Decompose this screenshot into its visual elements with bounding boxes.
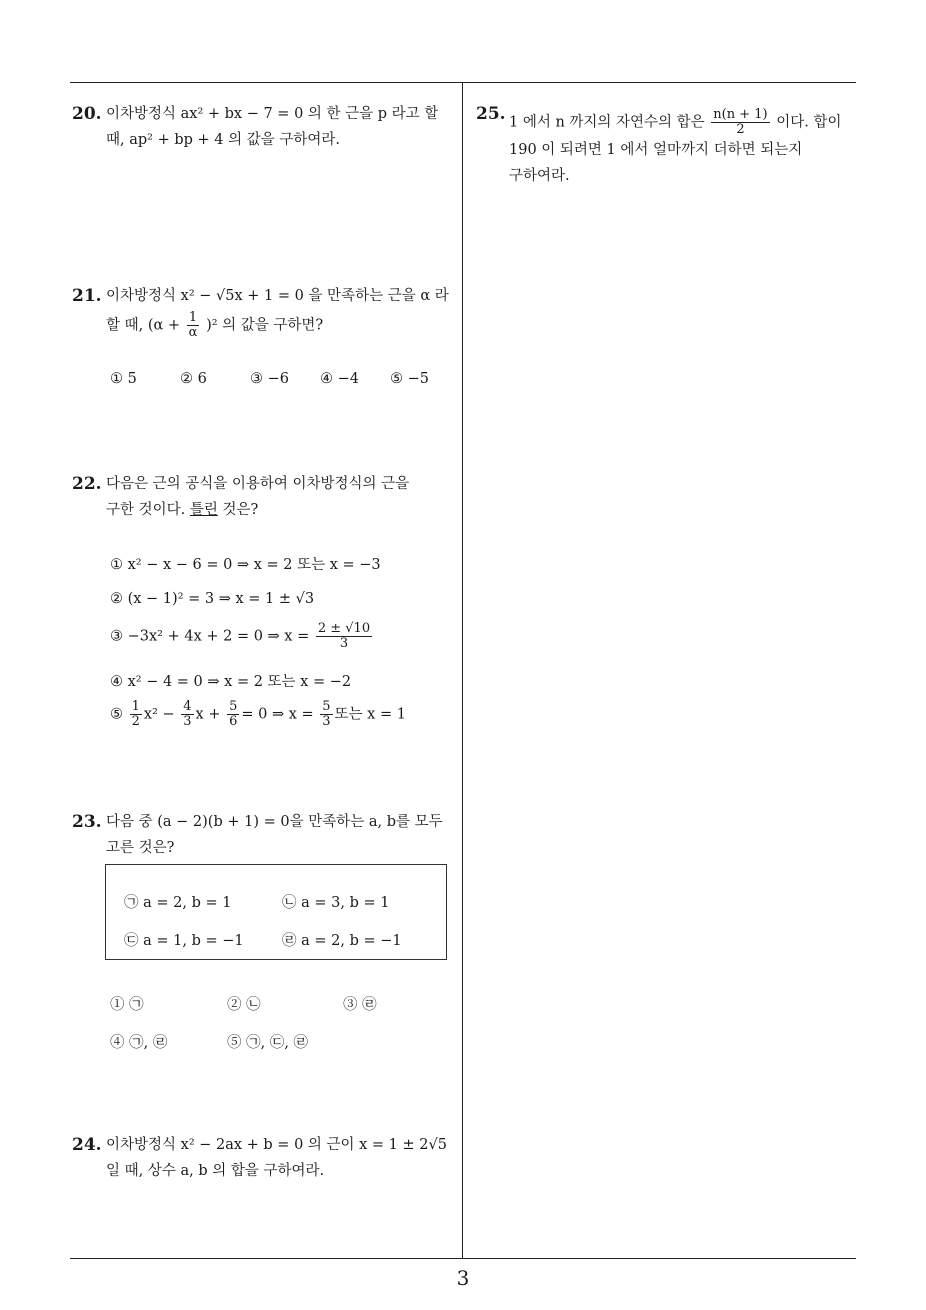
q25-text — [509, 108, 859, 189]
q22-option-2[interactable]: ② (x − 1)² = 3 ⇒ x = 1 ± √3 — [110, 591, 315, 607]
q23-number: 23. — [72, 812, 102, 832]
q21-text — [106, 283, 456, 340]
q25-frac-den: 2 — [736, 122, 745, 137]
q21-choice-4[interactable]: ④ −4 — [320, 371, 359, 387]
q22-line2-post: 것은? — [217, 502, 259, 518]
q23-choice-5[interactable]: ⑤ ㉠, ㉢, ㉣ — [227, 1035, 309, 1051]
q22-opt3-fraction — [316, 622, 372, 651]
q21-frac-num: 1 — [187, 311, 200, 326]
q22-line2 — [106, 497, 451, 523]
q23-box-item-3: ㉢ a = 1, b = −1 — [124, 933, 244, 949]
q22-opt5-d: = 0 ⇒ x = — [241, 706, 314, 723]
q24-number: 24. — [72, 1135, 102, 1155]
q25-fraction — [711, 108, 769, 137]
q22-text — [106, 471, 451, 523]
q24-text — [106, 1132, 456, 1184]
q23-choice-3[interactable]: ③ ㉣ — [343, 997, 377, 1013]
q22-option-4[interactable]: ④ x² − 4 = 0 ⇒ x = 2 또는 x = −2 — [110, 674, 352, 690]
q23-condition-box — [105, 864, 447, 960]
bottom-rule — [70, 1258, 856, 1259]
q22-opt5-e: 또는 x = 1 — [334, 706, 406, 723]
q23-box-item-4: ㉣ a = 2, b = −1 — [282, 933, 402, 949]
q22-opt5-f4d: 3 — [322, 714, 331, 729]
q22-opt5-f3n: 5 — [229, 699, 238, 714]
q21-choice-5[interactable]: ⑤ −5 — [390, 371, 429, 387]
q22-opt5-f1n: 1 — [131, 699, 140, 714]
q22-opt3-den: 3 — [339, 636, 349, 651]
q22-opt5-c: x + — [195, 706, 221, 723]
q21-line1: 이차방정식 x² − √5x + 1 = 0 을 만족하는 근을 α 라 — [106, 288, 449, 304]
page-number: 3 — [456, 1266, 470, 1290]
q23-choice-2[interactable]: ② ㉡ — [227, 997, 261, 1013]
column-divider — [462, 83, 463, 1259]
q21-line2-pre: 할 때, (α + — [106, 317, 181, 334]
q20-line1: 이차방정식 ax² + bx − 7 = 0 의 한 근을 p 라고 할 — [106, 106, 439, 122]
q22-opt5-frac4 — [320, 700, 332, 729]
q25-line3: 구하여라. — [509, 168, 570, 184]
q25-line1 — [509, 108, 859, 137]
q23-text — [106, 809, 451, 861]
q21-choice-3[interactable]: ③ −6 — [250, 371, 289, 387]
top-rule — [70, 82, 856, 83]
q20-number: 20. — [72, 104, 102, 124]
q23-choice-1[interactable]: ① ㉠ — [110, 997, 144, 1013]
q22-opt5-a: ⑤ — [110, 706, 123, 723]
q22-number: 22. — [72, 474, 102, 494]
q24-line1: 이차방정식 x² − 2ax + b = 0 의 근이 x = 1 ± 2√5 — [106, 1137, 447, 1153]
q25-number: 25. — [476, 104, 506, 124]
q25-frac-num: n(n + 1) — [713, 107, 768, 122]
q25-line2: 190 이 되려면 1 에서 얼마까지 더하면 되는지 — [509, 142, 803, 158]
q20-text — [106, 101, 451, 153]
q21-number: 21. — [72, 286, 102, 306]
q21-fraction — [187, 311, 200, 340]
q21-line2 — [106, 311, 456, 340]
q23-line2: 고른 것은? — [106, 840, 175, 856]
q23-choice-4[interactable]: ④ ㉠, ㉣ — [110, 1035, 168, 1051]
q22-option-1[interactable]: ① x² − x − 6 = 0 ⇒ x = 2 또는 x = −3 — [110, 557, 381, 573]
q23-line1: 다음 중 (a − 2)(b + 1) = 0을 만족하는 a, b를 모두 — [106, 814, 443, 830]
q25-line1-post: 이다. 합이 — [776, 114, 842, 131]
q22-opt5-f2d: 3 — [183, 714, 192, 729]
q22-line1: 다음은 근의 공식을 이용하여 이차방정식의 근을 — [106, 476, 410, 492]
q23-box-item-1: ㉠ a = 2, b = 1 — [124, 895, 232, 911]
q24-line2: 일 때, 상수 a, b 의 합을 구하여라. — [106, 1163, 325, 1179]
q22-opt5-f4n: 5 — [322, 699, 331, 714]
q21-line2-post: )² 의 값을 구하면? — [206, 317, 324, 334]
q22-opt5-f3d: 6 — [229, 714, 238, 729]
q22-opt5-f2n: 4 — [183, 699, 192, 714]
q20-line2: 때, ap² + bp + 4 의 값을 구하여라. — [106, 132, 340, 148]
q22-opt5-frac1 — [130, 700, 142, 729]
q21-frac-den: α — [188, 325, 198, 340]
q23-box-item-2: ㉡ a = 3, b = 1 — [282, 895, 390, 911]
q22-opt5-f1d: 2 — [131, 714, 140, 729]
q21-choice-2[interactable]: ② 6 — [180, 371, 207, 387]
q22-opt5-b: x² − — [143, 706, 175, 723]
q25-line1-pre: 1 에서 n 까지의 자연수의 합은 — [509, 114, 705, 131]
q22-opt3-pre: ③ −3x² + 4x + 2 = 0 ⇒ x = — [110, 628, 310, 645]
q22-opt5-frac3 — [227, 700, 239, 729]
q22-underlined-word: 틀린 — [189, 502, 218, 518]
q22-option-3[interactable] — [110, 622, 374, 651]
q21-choice-1[interactable]: ① 5 — [110, 371, 137, 387]
q22-opt3-num: 2 ± √10 — [317, 621, 371, 636]
q22-line2-pre: 구한 것이다. — [106, 502, 190, 518]
q22-opt5-frac2 — [181, 700, 193, 729]
q22-option-5[interactable] — [110, 700, 406, 729]
